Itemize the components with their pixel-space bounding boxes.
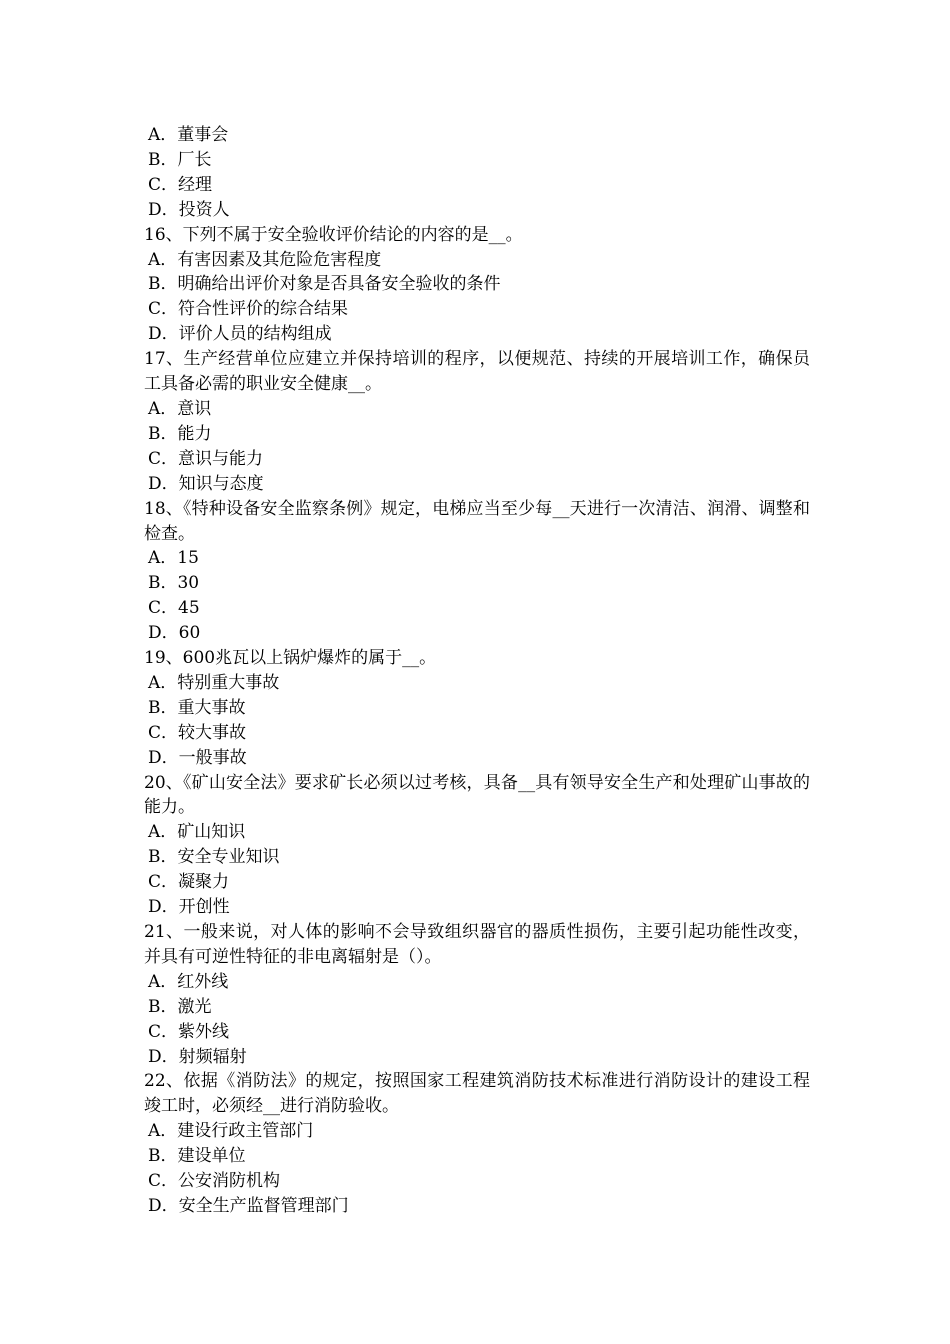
question-21-option-c: C．紫外线 bbox=[148, 1021, 230, 1042]
question-19-option-c: C．较大事故 bbox=[148, 722, 247, 743]
option-prev-b: B．厂长 bbox=[148, 149, 212, 170]
question-18-option-c: C．45 bbox=[148, 598, 200, 619]
question-20-option-c: C．凝聚力 bbox=[148, 872, 230, 893]
question-22-stem: 22、依据《消防法》的规定，按照国家工程建筑消防技术标准进行消防设计的建设工程竣工时，必须经__进行消防验收。 bbox=[144, 1071, 810, 1117]
question-17-stem: 17、生产经营单位应建立并保持培训的程序，以便规范、持续的开展培训工作，确保员工具备必需的职业安全健康__。 bbox=[144, 349, 810, 395]
question-17-option-c: C．意识与能力 bbox=[148, 448, 264, 469]
question-20-option-d: D．开创性 bbox=[148, 897, 230, 918]
question-19-option-d: D．一般事故 bbox=[148, 747, 247, 768]
question-16-stem: 16、下列不属于安全验收评价结论的内容的是__。 bbox=[144, 224, 523, 245]
question-16-option-c: C．符合性评价的综合结果 bbox=[148, 299, 349, 320]
question-22-option-a: A．建设行政主管部门 bbox=[148, 1121, 314, 1142]
question-19-option-b: B．重大事故 bbox=[148, 697, 246, 718]
question-18-option-b: B．30 bbox=[148, 573, 200, 594]
option-prev-c: C．经理 bbox=[148, 174, 213, 195]
question-17-option-d: D．知识与态度 bbox=[148, 473, 264, 494]
question-16-option-b: B．明确给出评价对象是否具备安全验收的条件 bbox=[148, 274, 501, 295]
question-21-stem: 21、一般来说，对人体的影响不会导致组织器官的器质性损伤，主要引起功能性改变，并具有可逆性特征的非电离辐射是（）。 bbox=[144, 922, 810, 967]
option-prev-a: A．董事会 bbox=[148, 125, 229, 145]
document-page bbox=[144, 123, 810, 1219]
question-17-option-b: B．能力 bbox=[148, 423, 212, 444]
question-18-stem: 18、《特种设备安全监察条例》规定，电梯应当至少每__天进行一次清洁、润滑、调整和检查。 bbox=[144, 498, 810, 544]
question-22-option-d: D．安全生产监督管理部门 bbox=[148, 1195, 349, 1216]
question-19-option-a: A．特别重大事故 bbox=[148, 672, 280, 693]
question-22-option-c: C．公安消防机构 bbox=[148, 1171, 281, 1192]
question-16-option-a: A．有害因素及其危险危害程度 bbox=[148, 249, 382, 270]
question-21-option-b: B．激光 bbox=[148, 996, 212, 1017]
question-20-stem: 20、《矿山安全法》要求矿长必须以过考核，具备__具有领导安全生产和处理矿山事故的能力。 bbox=[144, 772, 810, 818]
question-18-option-d: D．60 bbox=[148, 623, 201, 644]
question-21-option-d: D．射频辐射 bbox=[148, 1046, 247, 1067]
option-prev-d: D．投资人 bbox=[148, 199, 230, 220]
question-22-option-b: B．建设单位 bbox=[148, 1146, 246, 1167]
question-20-option-a: A．矿山知识 bbox=[148, 822, 246, 843]
question-20-option-b: B．安全专业知识 bbox=[148, 847, 280, 868]
question-21-option-a: A．红外线 bbox=[148, 971, 229, 992]
question-17-option-a: A．意识 bbox=[148, 398, 212, 419]
question-16-option-d: D．评价人员的结构组成 bbox=[148, 324, 332, 345]
question-19-stem: 19、600兆瓦以上锅炉爆炸的属于__。 bbox=[144, 648, 437, 669]
question-18-option-a: A．15 bbox=[148, 548, 199, 569]
